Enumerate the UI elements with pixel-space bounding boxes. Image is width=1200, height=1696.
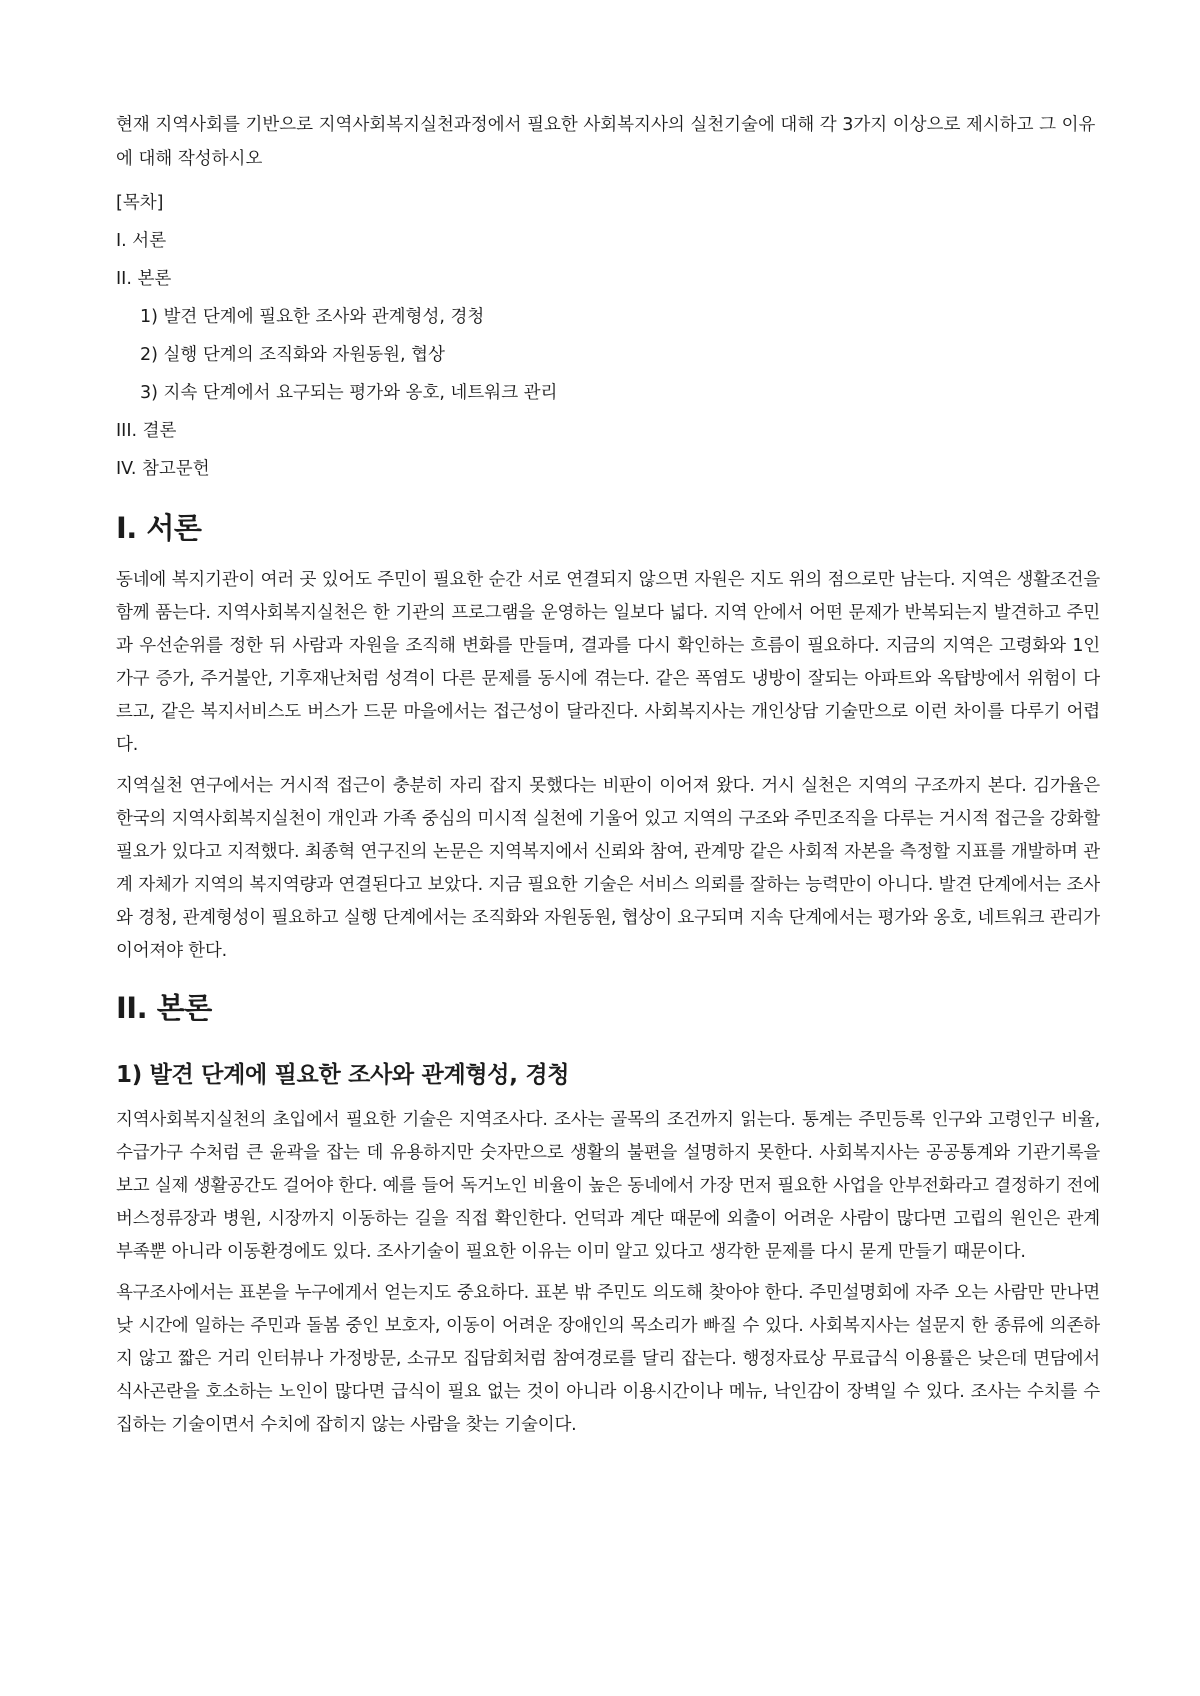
subsection-heading-1: 1) 발견 단계에 필요한 조사와 관계형성, 경청 [116,1062,570,1088]
intro-paragraph-2: 지역실천 연구에서는 거시적 접근이 충분히 자리 잡지 못했다는 비판이 이어져 왔다. 거시 실천은 지역의 구조까지 본다. 김가율은 한국의 지역사회복지실천이 개인과 가족 중심의 미시적 실천에 기울어 있고 지역의 구조와 주민조직을 다루는 거시적 접근을 강화할 필요가 있다고 지적했다. 최종혁 연구진의 논문은 지역복지에서 신뢰와 참여, 관계망 같은 사회적 자본을 측정할 지표를 개발하며 관계 자체가 지역의 복지역량과 연결된다고 보았다. 지금 필요한 기술은 서비스 의뢰를 잘하는 능력만이 아니다. 발견 단계에서는 조사와 경청, 관계형성이 필요하고 실행 단계에서는 조직화와 자원동원, 협상이 요구되며 지속 단계에서는 평가와 옹호, 네트워크 관리가 이어져야 한다. [116,776,1100,961]
toc-item-body-2: 2) 실행 단계의 조직화와 자원동원, 협상 [140,345,445,365]
body-paragraph-1: 지역사회복지실천의 초입에서 필요한 기술은 지역조사다. 조사는 골목의 조건까지 읽는다. 통계는 주민등록 인구와 고령인구 비율, 수급가구 수처럼 큰 윤곽을 잡는 데 유용하지만 숫자만으로 생활의 불편을 설명하지 못한다. 사회복지사는 공공통계와 기관기록을 보고 실제 생활공간도 걸어야 한다. 예를 들어 독거노인 비율이 높은 동네에서 가장 먼저 필요한 사업을 안부전화라고 결정하기 전에 버스정류장과 병원, 시장까지 이동하는 길을 직접 확인한다. 언덕과 계단 때문에 외출이 어려운 사람이 많다면 고립의 원인은 관계 부족뿐 아니라 이동환경에도 있다. 조사기술이 필요한 이유는 이미 알고 있다고 생각한 문제를 다시 묻게 만들기 때문이다. [116,1110,1100,1262]
table-of-contents [116,184,1100,488]
section-heading-intro: I. 서론 [116,511,202,545]
toc-item-body-3: 3) 지속 단계에서 요구되는 평가와 옹호, 네트워크 관리 [140,383,558,403]
toc-item-references: IV. 참고문헌 [116,459,210,479]
toc-item-body: II. 본론 [116,269,172,289]
intro-paragraph-1: 동네에 복지기관이 여러 곳 있어도 주민이 필요한 순간 서로 연결되지 않으면 자원은 지도 위의 점으로만 남는다. 지역은 생활조건을 함께 품는다. 지역사회복지실천은 한 기관의 프로그램을 운영하는 일보다 넓다. 지역 안에서 어떤 문제가 반복되는지 발견하고 주민과 우선순위를 정한 뒤 사람과 자원을 조직해 변화를 만들며, 결과를 다시 확인하는 흐름이 필요하다. 지금의 지역은 고령화와 1인 가구 증가, 주거불안, 기후재난처럼 성격이 다른 문제를 동시에 겪는다. 같은 폭염도 냉방이 잘되는 아파트와 옥탑방에서 위험이 다르고, 같은 복지서비스도 버스가 드문 마을에서는 접근성이 달라진다. 사회복지사는 개인상담 기술만으로 이런 차이를 다루기 어렵다. [116,570,1100,755]
toc-item-intro: I. 서론 [116,231,167,251]
toc-title: [목차] [116,193,164,213]
body-paragraph-2: 욕구조사에서는 표본을 누구에게서 얻는지도 중요하다. 표본 밖 주민도 의도해 찾아야 한다. 주민설명회에 자주 오는 사람만 만나면 낮 시간에 일하는 주민과 돌봄 중인 보호자, 이동이 어려운 장애인의 목소리가 빠질 수 있다. 사회복지사는 설문지 한 종류에 의존하지 않고 짧은 거리 인터뷰나 가정방문, 소규모 집담회처럼 참여경로를 달리 잡는다. 행정자료상 무료급식 이용률은 낮은데 면담에서 식사곤란을 호소하는 노인이 많다면 급식이 필요 없는 것이 아니라 이용시간이나 메뉴, 낙인감이 장벽일 수 있다. 조사는 수치를 수집하는 기술이면서 수치에 잡히지 않는 사람을 찾는 기술이다. [116,1283,1100,1435]
assignment-prompt: 현재 지역사회를 기반으로 지역사회복지실천과정에서 필요한 사회복지사의 실천기술에 대해 각 3가지 이상으로 제시하고 그 이유에 대해 작성하시오 [116,115,1096,169]
section-heading-body: II. 본론 [116,991,212,1025]
toc-item-body-1: 1) 발견 단계에 필요한 조사와 관계형성, 경청 [140,307,485,327]
toc-item-conclusion: III. 결론 [116,421,177,441]
